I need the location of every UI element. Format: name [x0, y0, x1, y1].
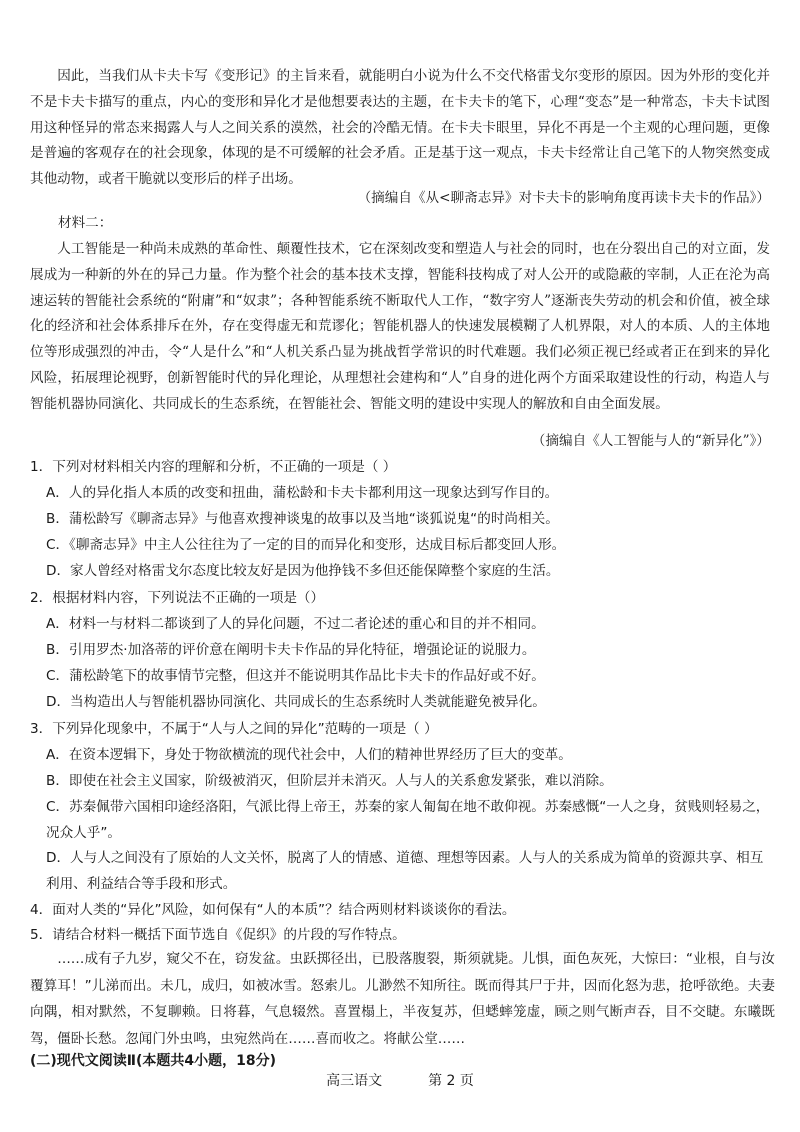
cuzhi-excerpt: ……成有子九岁，窥父不在，窃发盆。虫跃掷径出，已股落腹裂，斯须就毙。儿惧，面色灰死，大惊曰：“业根，自与汝覆算耳！”儿涕而出。未几，成归，如被冰雪。怒索儿。儿渺然不知所往。既而得其尸于井，因而化怒为悲，抢呼欲绝。夫妻向隅，相对默然，不复聊赖。日将暮，气息辍然。喜置榻上，半夜复苏，但蟋蟀笼虚，顾之则气断声吞，目不交睫。东曦既驾，僵卧长愁。忽闻门外虫鸣，虫宛然尚在……喜而收之。将献公堂…… — [30, 951, 775, 1047]
section-2-heading: (二)现代文阅读Ⅱ(本题共4小题，18分) — [30, 1053, 277, 1069]
question-1-option-b: B．蒲松龄写《聊斋志异》与他喜欢搜神谈鬼的故事以及当地“谈狐说鬼“的时尚相关。 — [46, 511, 559, 527]
question-3-option-c: C．苏秦佩带六国相印途经洛阳，气派比得上帝王，苏秦的家人匍匐在地不敢仰视。苏秦感慨“一人之身，贫贱则轻易之，况众人乎”。 — [46, 799, 770, 841]
question-1-option-c: C．《聊斋志异》中主人公往往为了一定的目的而异化和变形，达成目标后都变回人形。 — [46, 537, 566, 553]
question-2-option-b: B．引用罗杰·加洛蒂的评价意在阐明卡夫卡作品的异化特征，增强论证的说服力。 — [46, 642, 536, 658]
question-4-stem: 4．面对人类的“异化”风险，如何保有“人的本质”？结合两则材料谈谈你的看法。 — [30, 902, 516, 918]
material2-source: （摘编自《人工智能与人的“新异化”》） — [531, 433, 770, 449]
page-footer — [0, 1070, 800, 1090]
question-3-option-b: B．即使在社会主义国家，阶级被消灭，但阶层并未消灭。人与人的关系愈发紧张，难以消除。 — [46, 773, 613, 789]
footer-subject: 高三语文 — [326, 1073, 383, 1089]
material2-paragraph: 人工智能是一种尚未成熟的革命性、颠覆性技术，它在深刻改变和塑造人与社会的同时，也在分裂出自己的对立面，发展成为一种新的外在的异己力量。作为整个社会的基本技术支撑，智能科技构成了对人公开的或隐蔽的宰制，人正在沦为高速运转的智能社会系统的“附庸”和“奴隶”；各种智能系统不断取代人工作，“数字穷人”逐渐丧失劳动的机会和价值，被全球化的经济和社会体系排斥在外，存在变得虚无和荒谬化；智能机器人的快速发展模糊了人机界限，对人的本质、人的主体地位等形成强烈的冲击，令“人是什么”和“人机关系凸显为挑战哲学常识的时代难题。我们必须正视已经或者正在到来的异化风险，拓展理论视野，创新智能时代的异化理论，从理想社会建构和“人”自身的进化两个方面采取建设性的行动，构造人与智能机器协同演化、共同成长的生态系统，在智能社会、智能文明的建设中实现人的解放和自由全面发展。 — [30, 241, 770, 412]
question-3-option-a: A．在资本逻辑下，身处于物欲横流的现代社会中，人们的精神世界经历了巨大的变革。 — [46, 747, 572, 763]
question-3-stem: 3．下列异化现象中，不属于“人与人之间的异化”范畴的一项是（ ） — [30, 721, 438, 737]
material1-closing-paragraph: 因此，当我们从卡夫卡写《变形记》的主旨来看，就能明白小说为什么不交代格雷戈尔变形的原因。因为外形的变化并不是卡夫卡描写的重点，内心的变形和异化才是他想要表达的主题，在卡夫卡的笔下，心理“变态”是一种常态，卡夫卡试图用这种怪异的常态来揭露人与人之间关系的漠然，社会的冷酷无情。在卡夫卡眼里，异化不再是一个主观的心理问题，更像是普遍的客观存在的社会现象，体现的是不可缓解的社会矛盾。正是基于这一观点，卡夫卡经常让自己笔下的人物突然变成其他动物，或者干脆就以变形后的样子出场。 — [30, 68, 770, 188]
question-1-option-d: D．家人曾经对格雷戈尔态度比较友好是因为他挣钱不多但还能保障整个家庭的生活。 — [46, 563, 560, 579]
question-2-stem: 2．根据材料内容，下列说法不正确的一项是（） — [30, 590, 325, 606]
question-5-stem: 5．请结合材料一概括下面节选自《促织》的片段的写作特点。 — [30, 927, 406, 943]
material2-label: 材料二： — [58, 215, 113, 231]
question-1-stem: 1．下列对材料相关内容的理解和分析，不正确的一项是（ ） — [30, 459, 397, 475]
footer-page-number: 第 2 页 — [428, 1073, 474, 1089]
question-2-option-d: D．当构造出人与智能机器协同演化、共同成长的生态系统时人类就能避免被异化。 — [46, 694, 546, 710]
question-2-option-c: C．蒲松龄笔下的故事情节完整，但这并不能说明其作品比卡夫卡的作品好或不好。 — [46, 668, 545, 684]
material1-source: （摘编自《从<聊斋志异》对卡夫卡的影响角度再读卡夫卡的作品》） — [357, 190, 770, 206]
question-2-option-a: A．材料一与材料二都谈到了人的异化问题，不过二者论述的重心和目的并不相同。 — [46, 616, 545, 632]
question-3-option-d: D．人与人之间没有了原始的人文关怀，脱离了人的情感、道德、理想等因素。人与人的关系成为简单的资源共享、相互利用、利益结合等手段和形式。 — [46, 850, 764, 892]
question-1-option-a: A．人的异化指人本质的改变和扭曲，蒲松龄和卡夫卡都利用这一现象达到写作目的。 — [46, 485, 559, 501]
